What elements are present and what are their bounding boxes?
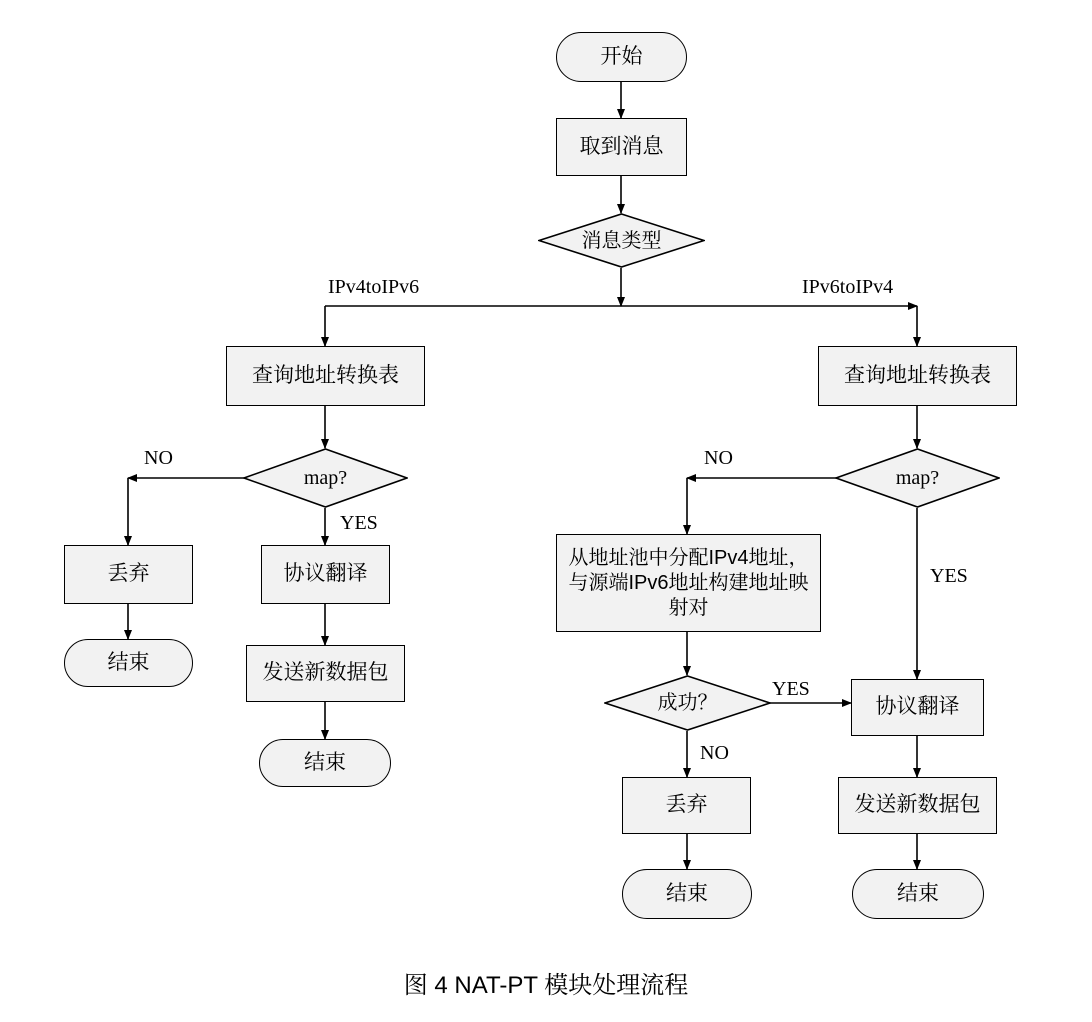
edge-label-right-no: NO [704,447,733,469]
node-right-end-send [852,869,984,919]
node-right-alloc-label: 从地址池中分配IPv4地址，与源端IPv6地址构建地址映射对 [568,546,809,619]
edge-label-left-yes: YES [340,512,378,534]
node-right-success-label: 成功？ [657,692,718,714]
node-left-translate-label: 协议翻译 [283,562,368,586]
node-right-translate [851,679,984,736]
node-right-discard-label: 丢弃 [665,793,708,817]
node-right-end-discard-label: 结束 [666,881,708,905]
node-left-end-send [259,739,391,787]
node-left-send-packet [246,645,405,702]
node-left-map-label: map? [303,467,348,489]
node-right-end-send-label: 结束 [897,881,939,905]
node-left-translate [261,545,390,604]
node-right-alloc [556,534,821,632]
node-start-label: 开始 [600,44,643,68]
node-right-send-packet-label: 发送新数据包 [854,793,981,817]
edge-label-ipv4toipv6: IPv4toIPv6 [328,276,420,298]
node-left-end-send-label: 结束 [304,750,346,774]
node-left-send-packet-label: 发送新数据包 [262,661,389,685]
node-right-query-table-label: 查询地址转换表 [844,363,991,387]
node-left-map [243,448,408,508]
node-message-type-label: 消息类型 [581,229,662,252]
node-left-discard-label: 丢弃 [107,562,150,586]
node-right-query-table [818,346,1017,406]
node-left-query-table [226,346,425,406]
node-left-discard [64,545,193,604]
node-right-translate-label: 协议翻译 [875,695,960,719]
node-right-success [604,675,771,731]
edge-label-success-no: NO [700,742,729,764]
node-left-end-discard [64,639,193,687]
edge-label-left-no: NO [144,447,173,469]
node-get-message [556,118,687,176]
node-left-end-discard-label: 结束 [107,650,150,674]
node-message-type [538,213,705,268]
node-right-map-label: map? [895,467,940,489]
edge-label-success-yes: YES [772,678,810,700]
node-start [556,32,687,82]
node-right-send-packet [838,777,997,834]
edge-label-right-yes: YES [930,565,968,587]
node-right-discard [622,777,751,834]
node-right-end-discard [622,869,752,919]
node-right-map [835,448,1000,508]
figure-caption: 图 4 NAT-PT 模块处理流程 [403,972,689,999]
node-get-message-label: 取到消息 [579,134,664,158]
edge-label-ipv6toipv4: IPv6toIPv4 [802,276,894,298]
node-left-query-table-label: 查询地址转换表 [252,363,399,387]
